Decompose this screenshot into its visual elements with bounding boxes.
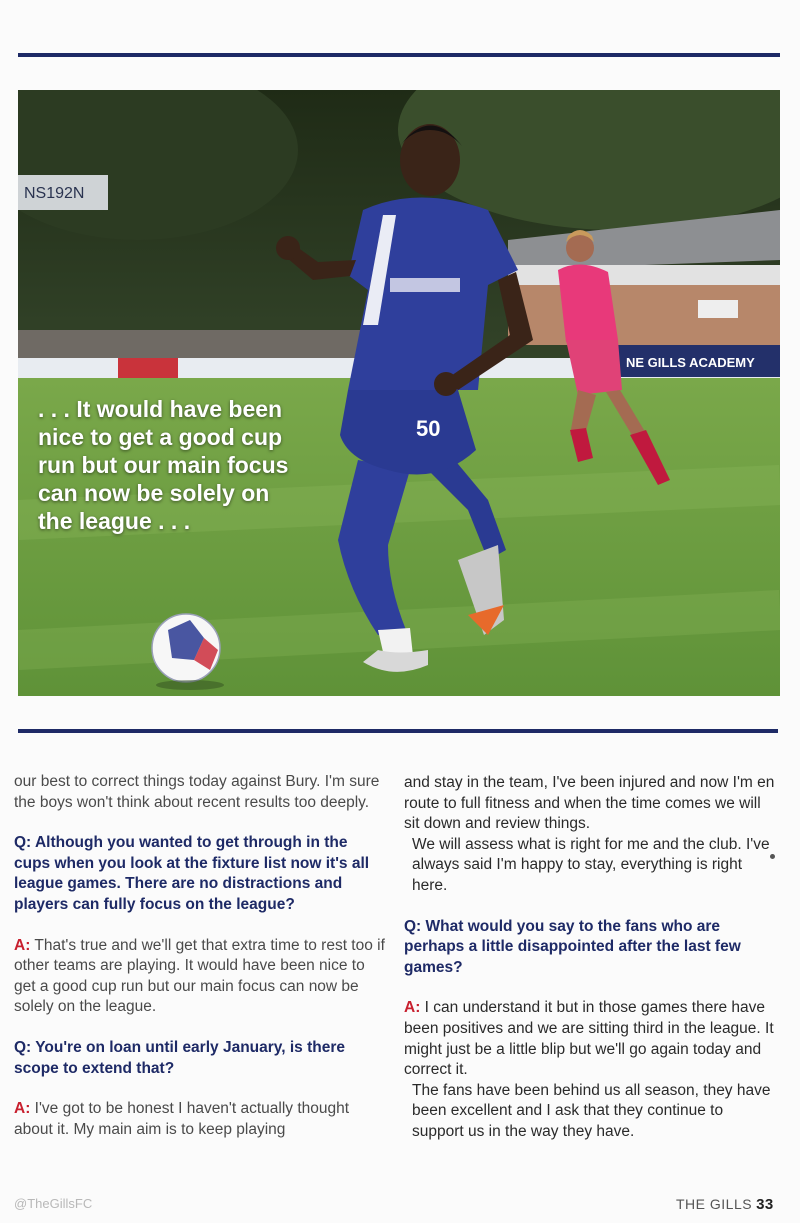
question: Q: You're on loan until early January, is there scope to extend that? <box>14 1038 345 1077</box>
answer-continuation: The fans have been behind us all season, they have been excellent and I ask that they continue to support us in the way they have. <box>412 1081 771 1140</box>
paragraph-continuation: We will assess what is right for me and the club. I've always said I'm happy to stay, everything is right here. <box>412 835 770 894</box>
stand-sign: NS192N <box>24 185 85 202</box>
article-left-column <box>14 772 386 1160</box>
print-speck <box>770 854 775 859</box>
answer-label: A: <box>14 936 31 954</box>
page-number: 33 <box>756 1196 774 1213</box>
answer-label: A: <box>404 999 421 1017</box>
answer <box>14 1099 386 1140</box>
twitter-handle: @TheGillsFC <box>14 1196 93 1211</box>
question: Q: What would you say to the fans who are perhaps a little disappointed after the last few games? <box>404 917 741 976</box>
answer <box>404 998 776 1142</box>
section-rule <box>18 729 778 733</box>
match-photo <box>18 90 780 696</box>
publication-name: THE GILLS <box>676 1196 753 1212</box>
page-footer <box>676 1196 774 1213</box>
pull-quote: . . . It would have been nice to get a good cup run but our main focus can now be solely on the league . . . <box>38 396 289 534</box>
answer-text: I can understand it but in those games there have been positives and we are sitting third in the league. It might just be a little blip but we'll go again today and correct it. <box>404 999 774 1079</box>
question: Q: Although you wanted to get through in the cups when you look at the fixture list now it's all league games. There are no distractions and players can fully focus on the league? <box>14 834 370 913</box>
article-right-column <box>404 773 776 1163</box>
paragraph <box>404 773 776 897</box>
match-photo-illustration <box>18 90 780 696</box>
answer <box>14 936 386 1018</box>
academy-board: NE GILLS ACADEMY <box>626 355 755 370</box>
answer-text: That's true and we'll get that extra time to rest too if other teams are playing. It would have been nice to get a good cup run but our main focus can now be solely on the league. <box>14 936 385 1016</box>
paragraph: our best to correct things today against Bury. I'm sure the boys won't think about recent results too deeply. <box>14 773 380 811</box>
answer-text: I've got to be honest I haven't actually thought about it. My main aim is to keep playing <box>14 1100 350 1138</box>
answer-label: A: <box>14 1100 31 1118</box>
shirt-number: 50 <box>416 416 441 441</box>
paragraph-text: and stay in the team, I've been injured and now I'm en route to full fitness and when the time comes we will sit down and review things. <box>404 774 775 833</box>
top-rule <box>18 53 780 57</box>
